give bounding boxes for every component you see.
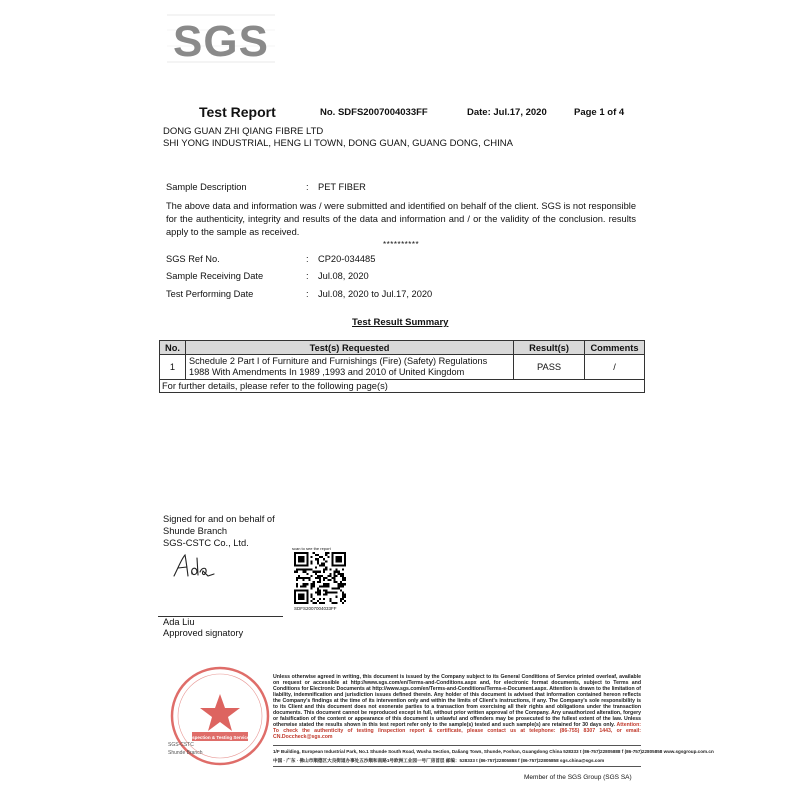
seal-label: Inspection & Testing Services — [188, 735, 252, 740]
receiving-date-value: Jul.08, 2020 — [318, 271, 369, 281]
summary-header-row — [160, 341, 645, 355]
sample-description-value: PET FIBER — [318, 182, 366, 192]
signatory-name: Ada Liu — [163, 617, 195, 627]
qr-report-number: SDFS2007004033FF — [294, 606, 337, 611]
footnote-row — [160, 380, 645, 393]
row-comment: / — [585, 355, 645, 380]
receiving-date-label: Sample Receiving Date — [166, 271, 264, 281]
footer-divider — [273, 745, 641, 746]
summary-title: Test Result Summary — [352, 317, 449, 328]
report-date: Date: Jul.17, 2020 — [467, 107, 547, 118]
footer-terms — [273, 674, 641, 740]
sgs-member-note: Member of the SGS Group (SGS SA) — [524, 774, 632, 781]
row-test-line1: Schedule 2 Part I of Furniture and Furnishings (Fire) (Safety) Regulations — [188, 356, 488, 366]
seal-side-text-1: SGS-CSTC — [168, 742, 194, 748]
col-header-no: No. — [160, 341, 186, 355]
seal-side-text-2: Shunde Branch — [168, 750, 203, 756]
performing-date-value: Jul.08, 2020 to Jul.17, 2020 — [318, 289, 433, 299]
row-test — [185, 355, 513, 380]
sample-description-colon: : — [306, 182, 309, 192]
signatory-title: Approved signatory — [163, 628, 244, 638]
footer-attention: Attention: To check the authenticity of testing /inspection report & certificate, please contact us at telephone: (86-755) 8307 1443, or email: CN.Doccheck@sgs.com — [273, 722, 641, 740]
footer-divider-2 — [273, 766, 641, 767]
table-row — [160, 355, 645, 380]
performing-date-colon: : — [306, 289, 309, 299]
branch-name: Shunde Branch — [163, 526, 228, 536]
footer-address-cn: 中国 · 广东 · 佛山市顺德区大良街道办事处五沙顺和南路1号欧洲工业园一号厂房首层 邮编：528333 t (86-757)22805888 f (86-757)22805858 sgs.china@sgs.com — [273, 758, 605, 763]
ref-no-label: SGS Ref No. — [166, 254, 220, 264]
sample-description-label: Sample Description — [166, 182, 247, 192]
report-title: Test Report — [199, 104, 276, 120]
page-indicator: Page 1 of 4 — [574, 107, 625, 118]
row-test-line2: 1988 With Amendments In 1989 ,1993 and 2010 of United Kingdom — [188, 367, 465, 377]
qr-caption: scan to see the report — [292, 546, 331, 551]
handwritten-signature — [170, 550, 220, 582]
qr-code[interactable] — [294, 552, 346, 604]
disclaimer: The above data and information was / were submitted and identified on behalf of the client. SGS is not responsible for the authenticity, integrity and results of the data and information and / or the validity of the conclusion. results apply to the sample as received. — [166, 201, 636, 237]
sgs-logo-text: SGS — [173, 17, 269, 66]
receiving-date-colon: : — [306, 271, 309, 281]
col-header-results: Result(s) — [514, 341, 585, 355]
footer-terms-body: Unless otherwise agreed in writing, this document is issued by the Company subject to its General Conditions of Service printed overleaf, available on request or accessible at http://www.sgs.com/en/Terms-and-Conditions.aspx and, for electronic format documents, subject to Terms and Conditions for Electronic Documents at http://www.sgs.com/en/Terms-and-Conditions/Terms-e-Document.aspx. Attention is drawn to the limitation of liability, indemnification and jurisdiction issues defined therein. Any holder of this document is advised that information contained hereon reflects the Company's findings at the time of its intervention only and within the limits of Client's instructions, if any. The Company's sole responsibility is to its Client and this document does not exonerate parties to a transaction from exercising all their rights and obligations under the transaction documents. This document cannot be reproduced except in full, without prior written approval of the Company. Any unauthorized alteration, forgery or falsification of the content or appearance of this document is unlawful and offenders may be prosecuted to the fullest extent of the law. Unless otherwise stated the results shown in this test report refer only to the sample(s) tested and such sample(s) are retained for 30 days only. — [273, 674, 641, 728]
company-name: SGS-CSTC Co., Ltd. — [163, 538, 249, 548]
signed-on-behalf: Signed for and on behalf of — [163, 514, 275, 524]
client-name: DONG GUAN ZHI QIANG FIBRE LTD — [163, 126, 324, 137]
performing-date-label: Test Performing Date — [166, 289, 254, 299]
separator-stars: ********** — [383, 240, 420, 249]
col-header-tests: Test(s) Requested — [185, 341, 513, 355]
summary-footnote: For further details, please refer to the following page(s) — [160, 380, 645, 393]
ref-no-colon: : — [306, 254, 309, 264]
row-no: 1 — [160, 355, 186, 380]
row-result: PASS — [514, 355, 585, 380]
client-address: SHI YONG INDUSTRIAL, HENG LI TOWN, DONG GUAN, GUANG DONG, CHINA — [163, 138, 513, 149]
ref-no-value: CP20-034485 — [318, 254, 376, 264]
footer-address-en: 1/F Building, European Industrial Park, No.1 Shunde South Road, Wusha Section, Daliang Town, Shunde, Foshan, Guangdong China 528333 t (86-757)22805888 f (86-757)22805858 www.sgsgroup.com.cn — [273, 749, 714, 754]
summary-table — [159, 340, 645, 393]
col-header-comments: Comments — [585, 341, 645, 355]
report-number: No. SDFS2007004033FF — [320, 107, 428, 118]
sgs-logo — [167, 10, 275, 67]
